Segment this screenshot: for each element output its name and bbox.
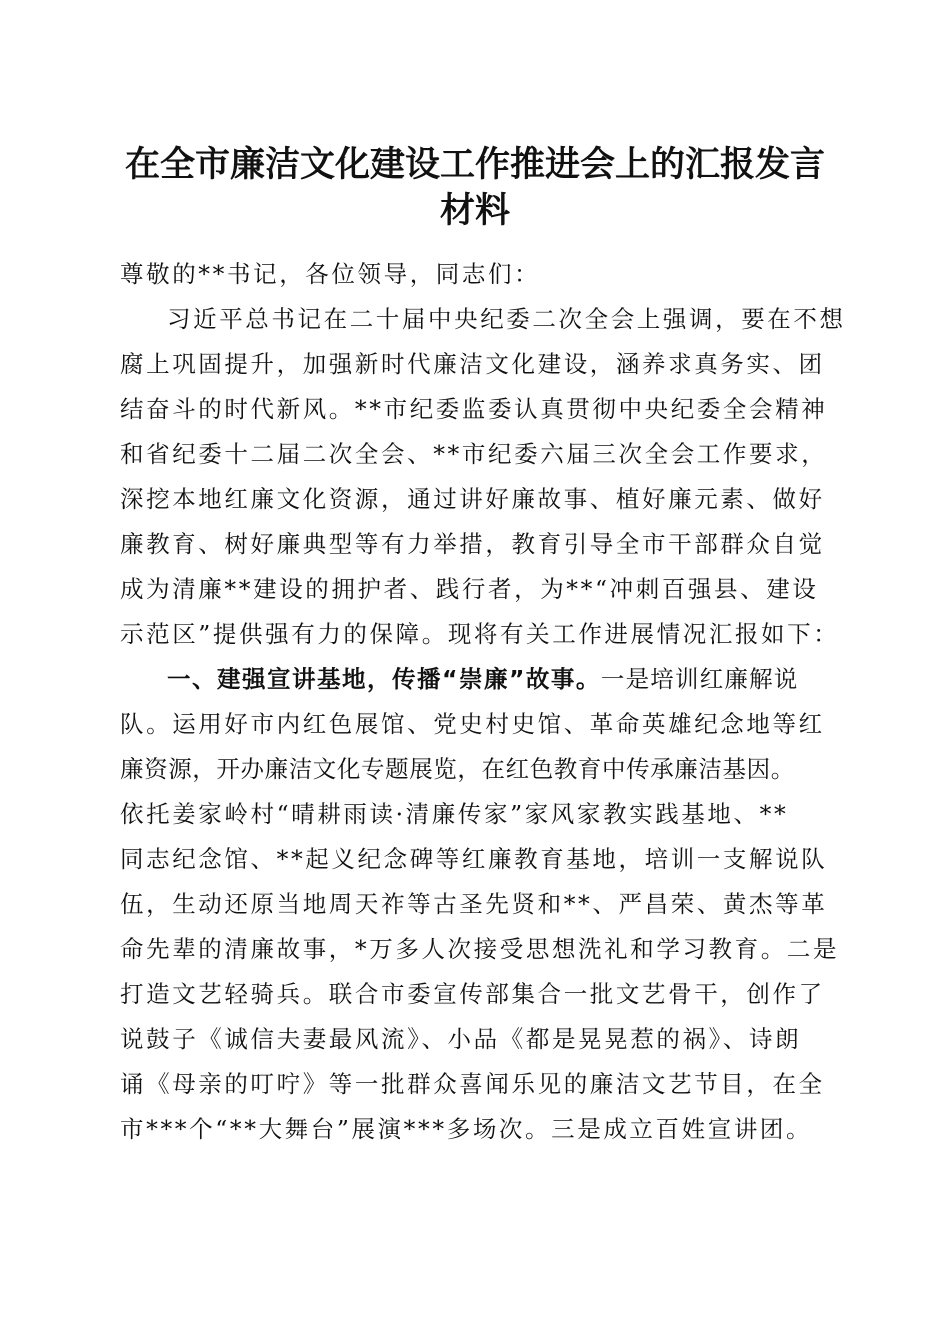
salutation: 尊敬的**书记，各位领导，同志们： bbox=[120, 260, 541, 288]
paragraph-line: 说鼓子《诚信夫妻最风流》、小品《都是晃晃惹的祸》、诗朗 bbox=[120, 1025, 802, 1053]
section-1-first-line-text: 一是培训红廉解说 bbox=[600, 665, 799, 693]
paragraph-line: 廉教育、树好廉典型等有力举措，教育引导全市干部群众自觉 bbox=[120, 530, 825, 558]
section-1-heading: 一、建强宣讲基地，传播“崇廉”故事。 bbox=[167, 665, 601, 693]
document-title-line-1: 在全市廉洁文化建设工作推进会上的汇报发言 bbox=[124, 144, 825, 185]
paragraph-line: 习近平总书记在二十届中央纪委二次全会上强调，要在不想 bbox=[167, 305, 846, 333]
paragraph-line: 示范区”提供强有力的保障。现将有关工作进展情况汇报如下： bbox=[120, 620, 840, 648]
paragraph-line: 命先辈的清廉故事，*万多人次接受思想洗礼和学习教育。二是 bbox=[120, 935, 840, 963]
paragraph-line: 深挖本地红廉文化资源，通过讲好廉故事、植好廉元素、做好 bbox=[120, 485, 825, 513]
paragraph-line: 成为清廉**建设的拥护者、践行者，为**“冲刺百强县、建设 bbox=[120, 575, 819, 603]
paragraph-line: 市***个“**大舞台”展演***多场次。三是成立百姓宣讲团。 bbox=[120, 1115, 813, 1143]
document-body bbox=[120, 252, 846, 1152]
section-1-first-line bbox=[120, 657, 840, 702]
paragraph-line: 和省纪委十二届二次全会、**市纪委六届三次全会工作要求， bbox=[120, 440, 828, 468]
paragraph-line: 同志纪念馆、**起义纪念碑等红廉教育基地，培训一支解说队 bbox=[120, 845, 828, 873]
paragraph-line: 依托姜家岭村“晴耕雨读·清廉传家”家风家教实践基地、** bbox=[120, 800, 789, 828]
paragraph-line: 伍，生动还原当地周天祚等古圣先贤和**、严昌荣、黄杰等革 bbox=[120, 890, 828, 918]
paragraph-line: 队。运用好市内红色展馆、党史村史馆、革命英雄纪念地等红 bbox=[120, 710, 825, 738]
paragraph-line: 打造文艺轻骑兵。联合市委宣传部集合一批文艺骨干，创作了 bbox=[120, 980, 825, 1008]
paragraph-line: 结奋斗的时代新风。**市纪委监委认真贯彻中央纪委全会精神 bbox=[120, 395, 828, 423]
paragraph-line: 腐上巩固提升，加强新时代廉洁文化建设，涵养求真务实、团 bbox=[120, 350, 825, 378]
document-title-line-2: 材料 bbox=[439, 190, 510, 231]
paragraph-line: 廉资源，开办廉洁文化专题展览，在红色教育中传承廉洁基因。 bbox=[120, 755, 795, 783]
paragraph-line: 诵《母亲的叮咛》等一批群众喜闻乐见的廉洁文艺节目，在全 bbox=[120, 1070, 825, 1098]
